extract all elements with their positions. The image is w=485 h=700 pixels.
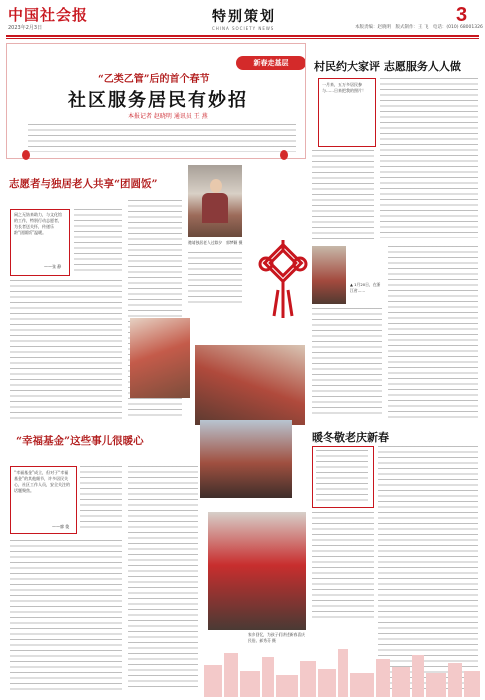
photo-elderly-woman (188, 165, 242, 237)
right-quote-text: 一月来，五万多居民参与……日来把我的照片！ (322, 82, 366, 93)
photo-children-craft (130, 318, 190, 398)
headline-volunteers: 志愿者与独居老人共享“团圆饭” (9, 178, 158, 190)
lead-decor-border (6, 43, 306, 159)
quote-text-1: 闲之无妨来助力，与文化馆的工作，特别行动志愿者，为长者送关怀，传递乐龄“团圆饭”温暖。 (14, 212, 62, 235)
editor-info: 本版责编：赵晓明 版式制作：王 飞 电话：(010) 68001326 (355, 25, 483, 30)
fund-article-body-c (128, 466, 198, 690)
left-article-body-a (74, 209, 122, 275)
newspaper-logo: 中国社会报 (8, 6, 89, 24)
left-article-body-b (10, 280, 122, 420)
issue-date: 2023年2月3日 (8, 25, 43, 31)
quote-author-2: ——廖 俊 (52, 524, 70, 529)
lead-title: 社区服务居民有妙招 (68, 90, 248, 111)
section-title: 特别策划 (212, 9, 276, 25)
quote-text-2: “幸福基金”成立，但对于“幸福基金”的其他细节，许多居民关心，社区工作人员，安全关注的话题聚焦。 (14, 470, 70, 493)
headline-elder-care: 暖冬敬老庆新春 (312, 431, 389, 444)
photo-figure-head (210, 179, 222, 193)
fund-article-body-a (80, 466, 122, 532)
photo-caption-2: ▲ 1月20日，在浙江省…… (350, 282, 381, 293)
city-skyline-decor (204, 635, 480, 697)
header-rule (6, 35, 479, 37)
quote-author-1: ——张 静 (44, 264, 62, 269)
section-subtitle: CHINA SOCIETY NEWS (212, 26, 275, 31)
photo-couplets (208, 512, 306, 630)
headline-happiness-fund: “幸福基金”这些事儿很暖心 (16, 435, 144, 447)
elder-article-body-c (312, 512, 374, 622)
spring-festival-tag: 新春走基层 (236, 56, 306, 70)
header-rule-thin (6, 38, 479, 39)
lantern-icon (280, 150, 288, 160)
headline-village-pact: 村民约大家评 志愿服务人人做 (314, 60, 461, 73)
right-article-body-d (388, 246, 478, 418)
photo-community-visit (195, 345, 305, 425)
right-article-body-b (312, 150, 374, 240)
photo-family-group (200, 420, 292, 498)
page-number: 3 (456, 4, 468, 26)
photo-caption-3: 家乡回忆，为孩子们讲述新春喜庆民俗。郝秀芬 摄 (248, 632, 305, 643)
right-article-body-a (380, 78, 478, 238)
chinese-knot-icon (248, 240, 318, 318)
right-article-body-c (312, 308, 382, 418)
lantern-icon (22, 150, 30, 160)
center-article-body (188, 252, 242, 304)
elder-article-body-a (316, 450, 368, 502)
fund-article-body-b (10, 540, 122, 690)
lead-byline: 本报记者 赵晓明 通讯员 王 燕 (128, 113, 208, 120)
photo-caption-1: 邀请独居老人过除夕 郭梦颖 摄 (188, 240, 243, 245)
lead-kicker: “乙类乙管”后的首个春节 (98, 74, 210, 85)
photo-figure-body (202, 193, 228, 223)
photo-volunteer-visit (312, 246, 346, 304)
